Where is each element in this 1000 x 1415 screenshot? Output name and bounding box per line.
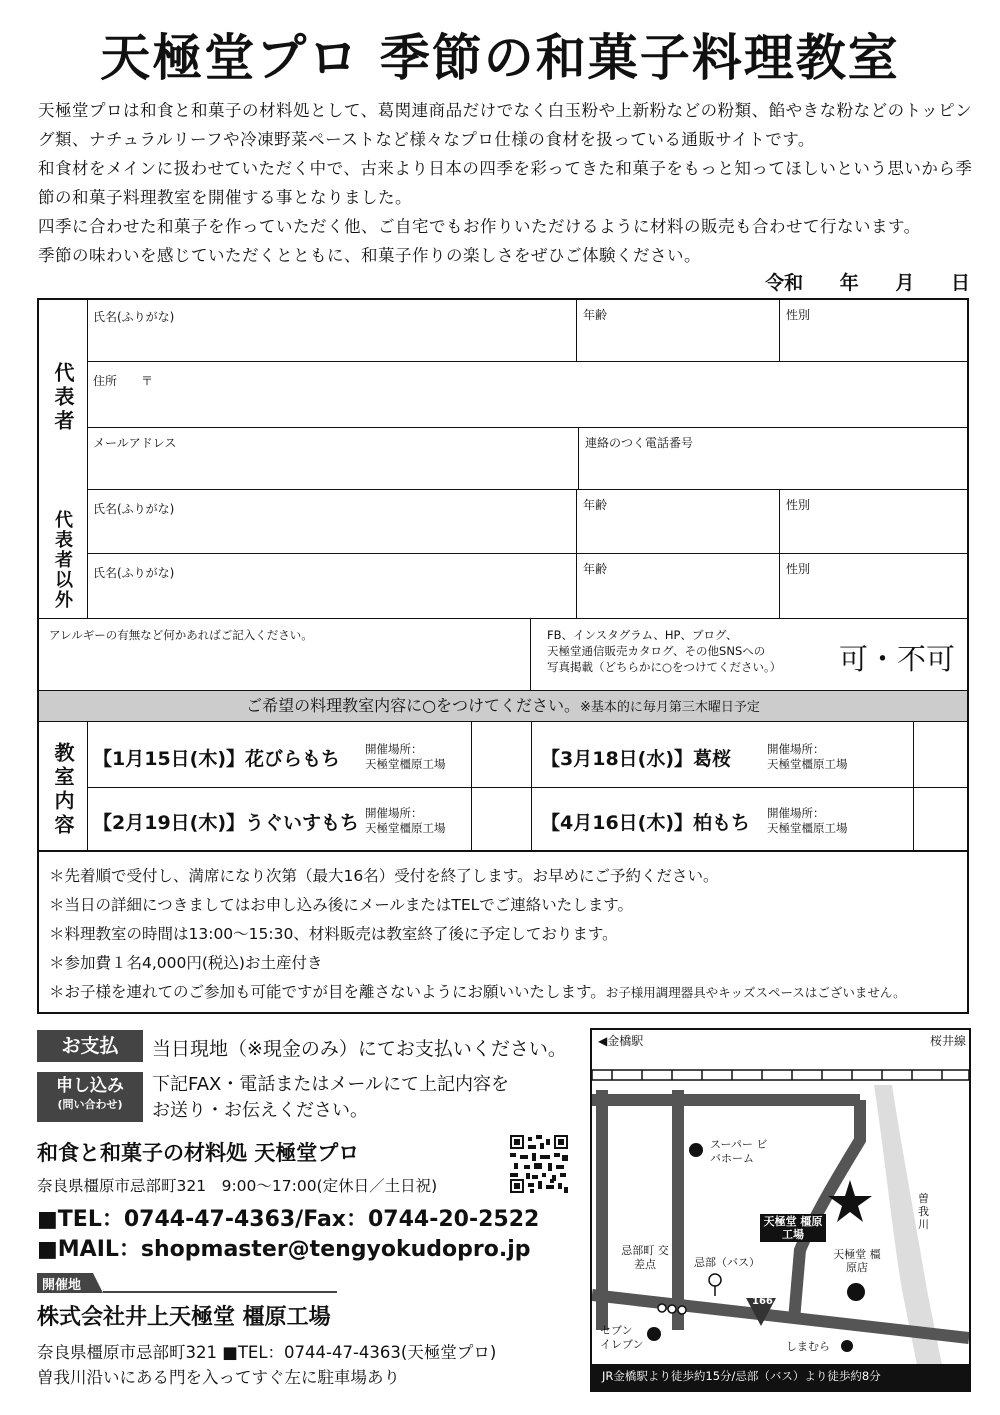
apply-tag <box>37 1072 143 1122</box>
map-shimamura: しまむら <box>786 1340 830 1353</box>
venue-name: 天極堂橿原工場 <box>767 821 848 835</box>
apply-tag-sub: (問い合わせ) <box>57 1098 123 1111</box>
representative-label: 代表者 <box>51 362 75 434</box>
shop-mail[interactable]: ■MAIL：shopmaster@tengyokudopro.jp <box>37 1237 531 1262</box>
banner-note: ※基本的に毎月第三木曜日予定 <box>580 700 760 715</box>
map-route: 166 <box>752 1296 773 1307</box>
intro-paragraph: 四季に合わせた和菓子を作っていただく他、ご自宅でもお作りいただけるように材料の販売も合わせて行ないます。 <box>38 217 921 236</box>
map-station: ◀金橋駅 <box>598 1034 644 1048</box>
note-line: ＊当日の詳細につきましてはお申し込み後にメールまたはTELでご連絡いたします。 <box>49 896 634 914</box>
venue-name: 天極堂橿原工場 <box>365 757 446 771</box>
other2-name-field[interactable] <box>87 554 577 618</box>
apply-text <box>152 1072 509 1124</box>
others-label: 代表者以外 <box>52 510 73 610</box>
map-river: 曽我川 <box>918 1192 929 1231</box>
note-line: ＊料理教室の時間は13:00〜15:30、材料販売は教室終了後に予定しております。 <box>49 925 618 943</box>
rep-email-field[interactable] <box>87 428 579 490</box>
map-line: 桜井線 <box>930 1034 967 1048</box>
note-line: ＊先着順で受付し、満席になり次第（最大16名）受付を終了します。お早めにご予約ください。 <box>49 867 719 885</box>
class-title: 【3月18日(水)】葛桜 <box>541 748 732 770</box>
gender-label: 性別 <box>786 562 811 576</box>
banner-text: ご希望の料理教室内容に○をつけてください。 <box>246 696 581 715</box>
consent-line: 天極堂通信販売カタログ、その他SNSへの <box>547 644 766 658</box>
other1-name-field[interactable] <box>87 490 577 554</box>
divider <box>87 787 967 788</box>
rep-age-field[interactable] <box>577 300 780 362</box>
class-venue <box>365 742 446 772</box>
other2-age-field[interactable] <box>577 554 780 618</box>
qr-code-icon[interactable] <box>510 1135 568 1193</box>
access-map <box>590 1028 971 1392</box>
intro-paragraph: 天極堂プロは和食と和菓子の材料処として、葛関連商品だけでなく白玉粉や上新粉などの粉類、餡やきな粉などのトッピング類、ナチュラルリーフや冷凍野菜ペーストなど様々なプロ仕様の食材を扱っている通販サイトです。 <box>38 101 973 149</box>
email-label: メールアドレス <box>93 436 177 450</box>
divider <box>471 722 472 852</box>
consent-text <box>547 627 781 675</box>
rep-address-field[interactable] <box>87 362 967 428</box>
class-selection-banner <box>39 690 967 722</box>
divider <box>913 722 914 852</box>
class-venue <box>365 806 446 836</box>
name-label: 氏名(ふりがな) <box>93 310 175 324</box>
shop-tel-fax[interactable]: ■TEL：0744-47-4363/Fax：0744-20-2522 <box>37 1207 540 1232</box>
age-label: 年齢 <box>583 562 608 576</box>
intro-paragraph: 和食材をメインに扱わせていただく中で、古来より日本の四季を彩ってきた和菓子をもっと知ってほしいという思いから季節の和菓子料理教室を開催する事となりました。 <box>38 159 973 207</box>
class-title: 【4月16日(木)】柏もち <box>541 812 751 834</box>
allergy-field[interactable] <box>39 618 531 690</box>
apply-tag-title: 申し込み <box>56 1076 124 1096</box>
note-line <box>49 978 957 1007</box>
page-title: 天極堂プロ 季節の和菓子料理教室 <box>100 29 900 87</box>
rep-name-field[interactable] <box>87 300 577 362</box>
consent-line: 写真掲載（どちらかに○をつけてください。） <box>547 660 782 674</box>
venue-name: 天極堂橿原工場 <box>767 757 848 771</box>
name-label: 氏名(ふりがな) <box>93 566 175 580</box>
gender-label: 性別 <box>786 498 811 512</box>
class-content-label: 教室内容 <box>51 742 75 838</box>
venue-address: 奈良県橿原市忌部町321 ■TEL：0744-47-4363(天極堂プロ) <box>37 1343 497 1362</box>
allergy-label: アレルギーの有無など何かあればご記入ください。 <box>49 628 313 642</box>
payment-text: 当日現地（※現金のみ）にてお支払いください。 <box>152 1038 567 1060</box>
apply-line: 下記FAX・電話またはメールにて上記内容を <box>152 1074 509 1095</box>
rep-phone-field[interactable] <box>579 428 967 490</box>
map-store: 天極堂 橿原店 <box>833 1248 881 1274</box>
note-text: ＊お子様を連れてのご参加も可能ですが目を離さないようにお願いいたします。 <box>49 983 606 1001</box>
age-label: 年齢 <box>583 308 608 322</box>
venue-label: 開催場所： <box>365 806 423 820</box>
map-drawing <box>592 1030 969 1390</box>
intro-text <box>38 96 973 270</box>
photo-consent-field[interactable] <box>531 618 967 690</box>
intro-paragraph: 季節の味わいを感じていただくとともに、和菓子作りの楽しさをぜひご体験ください。 <box>38 246 701 265</box>
note-small: お子様用調理器具やキッズスペースはございません。 <box>605 985 906 1000</box>
application-form <box>37 298 969 852</box>
date-label: 令和 年 月 日 <box>765 272 970 294</box>
shop-address-hours: 奈良県橿原市忌部町321 9:00〜17:00(定休日／土日祝) <box>37 1177 438 1195</box>
divider <box>531 722 532 852</box>
class-venue <box>767 806 848 836</box>
venue-label: 開催場所： <box>767 742 825 756</box>
map-supermarket: スーパー ビバホーム <box>710 1138 768 1165</box>
other2-gender-field[interactable] <box>780 554 967 618</box>
class-title: 【1月15日(木)】花びらもち <box>93 748 341 770</box>
class-title: 【2月19日(木)】うぐいすもち <box>93 812 360 834</box>
age-label: 年齢 <box>583 498 608 512</box>
other1-gender-field[interactable] <box>780 490 967 554</box>
phone-label: 連絡のつく電話番号 <box>585 436 694 450</box>
rep-gender-field[interactable] <box>780 300 967 362</box>
shop-name: 和食と和菓子の材料処 天極堂プロ <box>37 1141 360 1165</box>
payment-tag: お支払 <box>37 1030 143 1062</box>
venue-label: 開催場所： <box>767 806 825 820</box>
venue-name: 天極堂橿原工場 <box>365 821 446 835</box>
other1-age-field[interactable] <box>577 490 780 554</box>
apply-line: お送り・お伝えください。 <box>152 1100 368 1121</box>
address-label: 住所 〒 <box>93 374 154 388</box>
name-label: 氏名(ふりがな) <box>93 502 175 516</box>
map-seven-eleven: セブン イレブン <box>600 1324 644 1351</box>
note-line: ＊参加費１名4,000円(税込)お土産付き <box>49 954 323 972</box>
consent-line: FB、インスタグラム、HP、ブログ、 <box>547 628 738 642</box>
venue-parking: 曽我川沿いにある門を入ってすぐ左に駐車場あり <box>37 1368 400 1387</box>
map-intersection: 忌部町 交差点 <box>621 1244 669 1271</box>
map-access-note: JR金橋駅より徒歩約15分/忌部（バス）より徒歩約8分 <box>602 1369 881 1383</box>
map-factory-label: 天極堂 橿原工場 <box>760 1214 826 1242</box>
notes-box <box>37 852 969 1014</box>
consent-options[interactable]: 可・不可 <box>839 642 956 676</box>
class-venue <box>767 742 848 772</box>
venue-label: 開催場所： <box>365 742 423 756</box>
venue-tag-bg <box>37 1273 337 1293</box>
gender-label: 性別 <box>786 308 811 322</box>
venue-tag: 開催地 <box>42 1278 82 1293</box>
map-bus-stop: 忌部（バス） <box>694 1256 760 1269</box>
venue-name: 株式会社井上天極堂 橿原工場 <box>37 1305 331 1330</box>
